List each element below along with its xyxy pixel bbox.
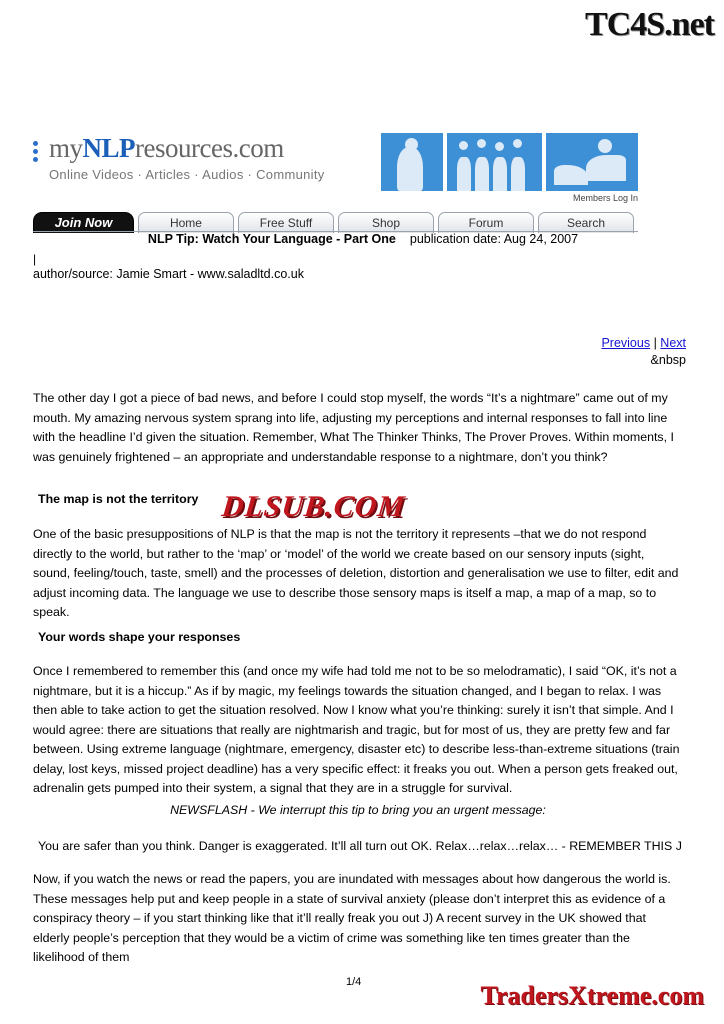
logo-text <box>49 133 284 163</box>
header-photo-landscape <box>546 133 638 191</box>
nav-tab-forum[interactable]: Forum <box>438 212 534 233</box>
logo-prefix: my <box>49 133 83 163</box>
article-newsflash: NEWSFLASH - We interrupt this tip to bring you an urgent message: <box>170 803 546 817</box>
article-heading-2: Your words shape your responses <box>38 630 241 644</box>
article-paragraph-3: Once I remembered to remember this (and once my wife had told me not to be so melodramatic), I said “OK, it’s not a nightmare, but it is a hiccup.” As if by magic, my feelings towards the situation changed, and I began to relax. I was then able to take action to get the situation resolved. Now I know what you’re thinking: surely it isn’t that simple. And I would agree: there are situations that really are nightmarish and tragic, but for most of us, they are pretty few and far between. Using extreme language (nightmare, emergency, disaster etc) to describe less-than-extreme situations (train delay, lost keys, missed project deadline) has a very specific effect: it freaks you out. When a person gets freaked out, adrenalin gets pumped into their system, a signal that they are in a struggle for survival. <box>33 664 680 795</box>
logo-suffix: resources.com <box>135 133 284 163</box>
logo-tagline: Online Videos · Articles · Audios · Community <box>49 167 325 182</box>
pager-separator: | <box>650 336 661 350</box>
nav-tab-home[interactable]: Home <box>138 212 234 233</box>
site-header-banner <box>33 133 638 233</box>
nav-tab-join-now[interactable]: Join Now <box>33 212 134 233</box>
nav-tab-shop[interactable]: Shop <box>338 212 434 233</box>
nbsp-text: &nbsp <box>650 353 686 367</box>
article-pager <box>601 336 686 350</box>
members-login-link[interactable]: Members Log In <box>572 193 638 203</box>
watermark-tc4s: TC4S.net <box>585 6 714 43</box>
logo-accent: NLP <box>82 133 136 163</box>
article-author: author/source: Jamie Smart - www.saladltd.co.uk <box>33 267 304 281</box>
nav-tab-search[interactable]: Search <box>538 212 634 233</box>
nav-tab-free-stuff[interactable]: Free Stuff <box>238 212 334 233</box>
article-safer-line: You are safer than you think. Danger is exaggerated. It’ll all turn out OK. Relax…relax…relax… - REMEMBER THIS J <box>38 839 682 853</box>
article-paragraph-4: Now, if you watch the news or read the papers, you are inundated with messages about how dangerous the world is. These messages help put and keep people in a state of survival anxiety (please don’t interpret this as evidence of a conspiracy theory – if you start thinking like that it’ll really freak you out J) A recent survey in the UK showed that elderly people’s perception that they would be a victim of crime was something like ten times greater than the likelihood of them <box>33 872 671 964</box>
watermark-tradersxtreme: TradersXtreme.com <box>480 981 704 1010</box>
next-link[interactable]: Next <box>660 336 686 350</box>
page-number: 1/4 <box>346 976 362 988</box>
article-paragraph-1: The other day I got a piece of bad news, and before I could stop myself, the words “It’s a nightmare” came out of my mouth. My amazing nervous system sprang into life, adjusting my perceptions and internal responses to fall into line with the headline I’d given the situation. Remember, What The Thinker Thinks, The Prover Proves. Within moments, I was genuinely frightened – an appropriate and understandable response to a nightmare, don’t you think? <box>33 391 674 464</box>
header-photo-statue <box>381 133 443 191</box>
pipe-character: | <box>33 252 37 266</box>
article-title: NLP Tip: Watch Your Language - Part One <box>147 232 396 246</box>
article-paragraph-2: One of the basic presuppositions of NLP is that the map is not the territory it represents –that we do not respond directly to the world, but rather to the ‘map’ or ‘model’ of the world we create based on our sensory inputs (sight, sound, feeling/touch, taste, smell) and the processes of deletion, distortion and generalisation we use to filter, edit and adjust incoming data. The language we use to describe those sensory maps is itself a map, a map of a map, so to speak. <box>33 527 679 619</box>
watermark-dlsub: DLSUB.COM <box>220 490 407 523</box>
header-photo-strip <box>381 133 638 191</box>
site-nav <box>33 211 638 233</box>
article-publication-date: publication date: Aug 24, 2007 <box>409 232 579 246</box>
header-photo-group <box>447 133 542 191</box>
article-title-row <box>33 232 693 246</box>
logo-dots-icon <box>33 141 45 167</box>
previous-link[interactable]: Previous <box>601 336 651 350</box>
article-heading-1: The map is not the territory <box>38 492 199 506</box>
